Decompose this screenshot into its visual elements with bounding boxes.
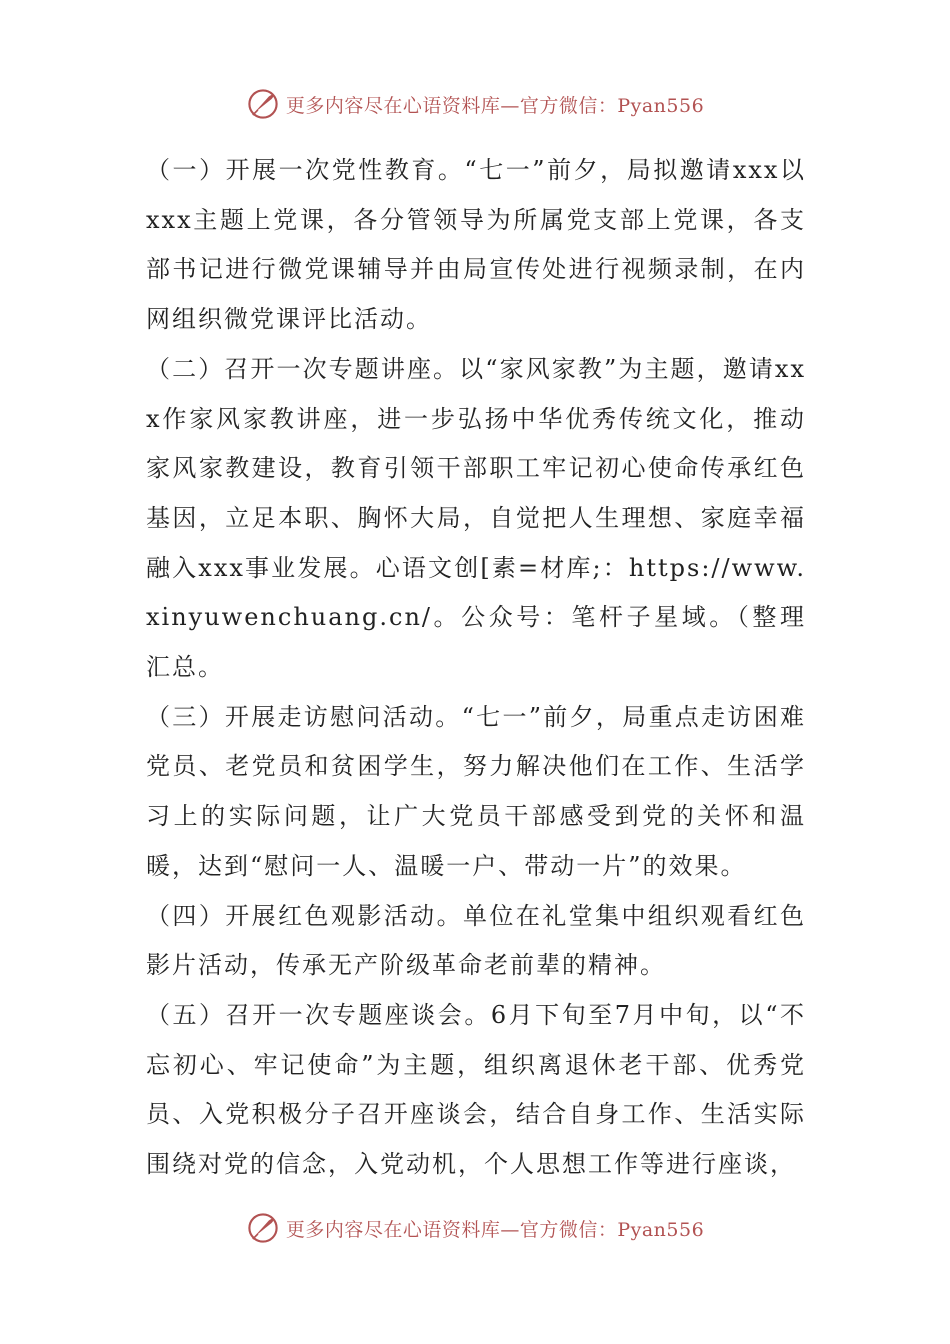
watermark-text: 更多内容尽在心语资料库—官方微信：Pyan556 <box>285 1218 705 1241</box>
paragraph-4: （四）开展红色观影活动。单位在礼堂集中组织观看红色影片活动，传承无产阶级革命老前辈的精神。 <box>146 901 806 980</box>
quill-pen-logo-icon <box>246 1211 280 1245</box>
paragraph-3: （三）开展走访慰问活动。“七一”前夕，局重点走访困难党员、老党员和贫困学生，努力解决他们在工作、生活学习上的实际问题，让广大党员干部感受到党的关怀和温暖，达到“慰问一人、温暖一户、带动一片”的效果。 <box>146 702 806 880</box>
quill-pen-logo-icon <box>246 87 280 121</box>
paragraph-1: （一）开展一次党性教育。“七一”前夕，局拟邀请xxx以xxx主题上党课，各分管领导为所属党支部上党课，各支部书记进行微党课辅导并由局宣传处进行视频录制，在内网组织微党课评比活动。 <box>146 156 806 334</box>
watermark-text: 更多内容尽在心语资料库—官方微信：Pyan556 <box>285 94 705 117</box>
header-watermark <box>0 84 950 124</box>
footer-watermark <box>0 1208 950 1248</box>
document-body <box>146 146 806 1190</box>
paragraph-5: （五）召开一次专题座谈会。6月下旬至7月中旬，以“不忘初心、牢记使命”为主题，组织离退休老干部、优秀党员、入党积极分子召开座谈会，结合自身工作、生活实际围绕对党的信念，入党动机，个人思想工作等进行座谈， <box>146 1000 806 1179</box>
paragraph-2: （二）召开一次专题讲座。以“家风家教”为主题，邀请xxx作家风家教讲座，进一步弘扬中华优秀传统文化，推动家风家教建设，教育引领干部职工牢记初心使命传承红色基因，立足本职、胸怀大局，自觉把人生理想、家庭幸福融入xxx事业发展。心语文创[素=材库;：https://www.xinyuwenchuang.cn/。公众号：笔杆子星域。（整理汇总。 <box>146 354 806 682</box>
